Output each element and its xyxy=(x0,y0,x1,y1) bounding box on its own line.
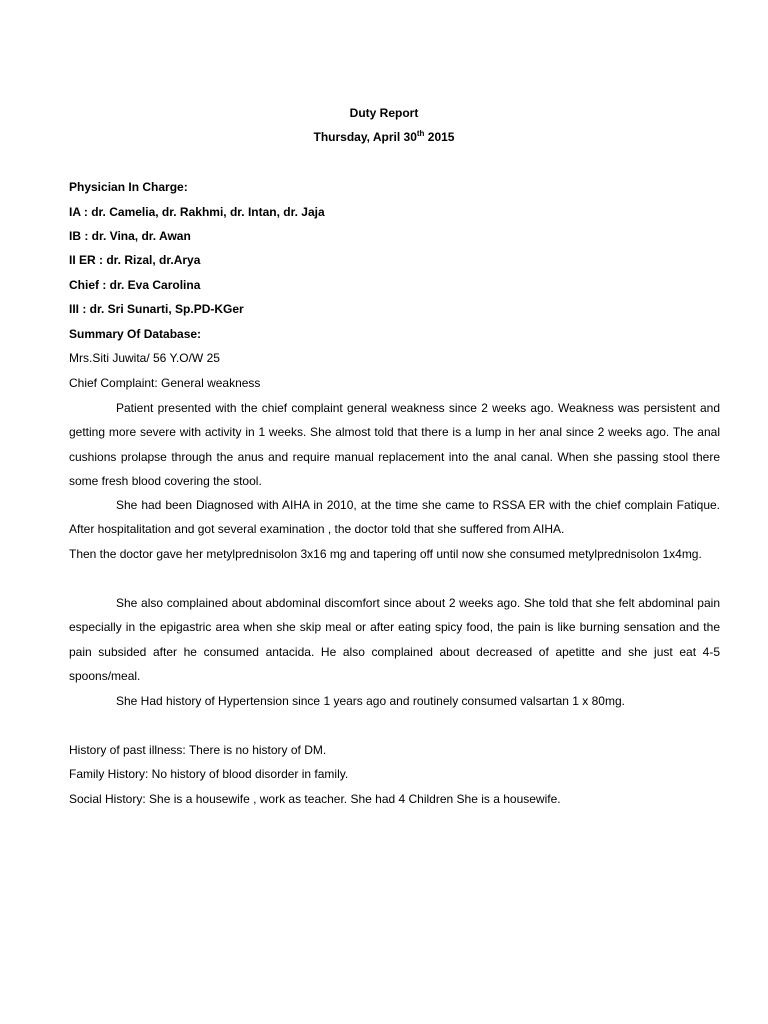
paragraph-text: She Had history of Hypertension since 1 years ago and routinely consumed valsartan 1 x 80mg. xyxy=(116,694,625,708)
history-past-illness: History of past illness: There is no history of DM. xyxy=(69,743,327,757)
chief-complaint: Chief Complaint: General weakness xyxy=(69,376,261,390)
paragraph-text: She also complained about abdominal discomfort since about 2 weeks ago. She told that she felt abdominal pain especially in the epigastric area when she skip meal or after eating spicy food, the pain is like burning sensation and the pain subsided after he consumed antacida. He also complained about decreased of apetitte and she just eat 4-5 spoons/meal. xyxy=(69,596,720,683)
report-date xyxy=(0,130,768,144)
date-year: 2015 xyxy=(424,130,455,144)
history-family: Family History: No history of blood disorder in family. xyxy=(69,767,349,781)
physician-line-ii-er: II ER : dr. Rizal, dr.Arya xyxy=(69,253,201,267)
paragraph-diagnosis xyxy=(69,493,720,542)
paragraph-abdominal xyxy=(69,591,720,688)
report-title: Duty Report xyxy=(349,106,419,120)
patient-line: Mrs.Siti Juwita/ 56 Y.O/W 25 xyxy=(69,351,220,365)
paragraph-treatment xyxy=(69,542,720,566)
date-ordinal-suffix: th xyxy=(416,129,425,138)
paragraph-presentation xyxy=(69,396,720,493)
paragraph-text: She had been Diagnosed with AIHA in 2010, at the time she came to RSSA ER with the chief complain Fatique. After hospitalitation and got several examination , the doctor told that she suffered from AIHA. xyxy=(69,498,720,537)
paragraph-text: Patient presented with the chief complaint general weakness since 2 weeks ago. Weakness was persistent and getting more severe with activity in 1 weeks. She almost told that there is a lump in her anal since 2 weeks ago. The anal cushions prolapse through the anus and require manual replacement into the anal canal. When she passing stool there some fresh blood covering the stool. xyxy=(69,401,720,488)
physician-heading: Physician In Charge: xyxy=(69,180,188,194)
date-main: Thursday, April 30 xyxy=(313,130,417,144)
summary-heading: Summary Of Database: xyxy=(69,327,202,341)
physician-line-ib: IB : dr. Vina, dr. Awan xyxy=(69,229,191,243)
physician-line-ia: IA : dr. Camelia, dr. Rakhmi, dr. Intan, dr. Jaja xyxy=(69,205,325,219)
physician-line-chief: Chief : dr. Eva Carolina xyxy=(69,278,201,292)
physician-line-iii: III : dr. Sri Sunarti, Sp.PD-KGer xyxy=(69,302,244,316)
history-social: Social History: She is a housewife , work as teacher. She had 4 Children She is a housewife. xyxy=(69,792,561,806)
paragraph-hypertension xyxy=(69,689,720,713)
paragraph-text: Then the doctor gave her metylprednisolon 3x16 mg and tapering off until now she consumed metylprednisolon 1x4mg. xyxy=(69,547,702,561)
